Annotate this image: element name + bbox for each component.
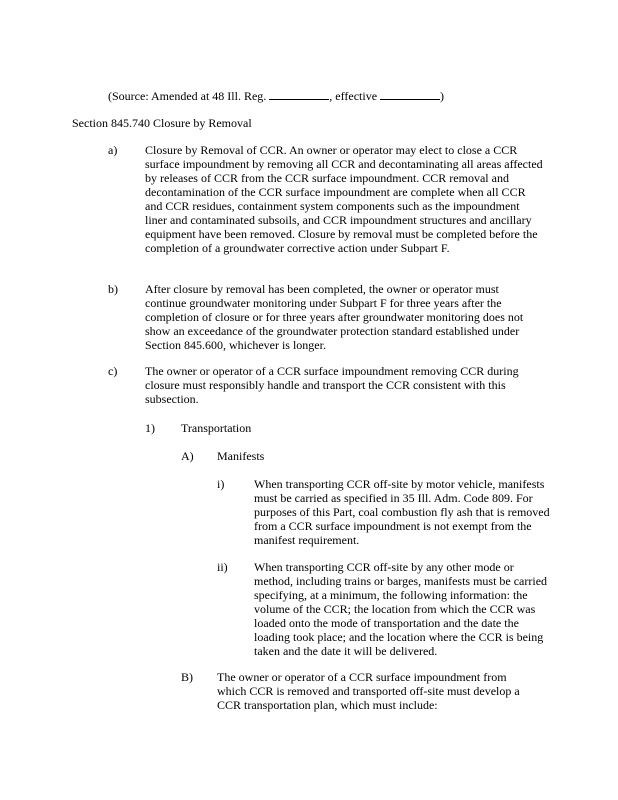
source-note-prefix: (Source: Amended at 48 Ill. Reg. <box>108 89 270 103</box>
source-note-blank-reg <box>269 88 329 100</box>
item-B-label: B) <box>181 670 193 684</box>
subsection-b-label: b) <box>108 282 118 296</box>
subsection-a-label: a) <box>108 143 118 157</box>
item-ii-text: When transporting CCR off-site by any other mode or method, including trains or barges, manifests must be carried specifying, at a minimum, the following information: the volume of the CCR; the location from which the CCR was loaded onto the mode of transportation and the date the loading took place; and the location where the CCR is being taken and the date it will be delivered. <box>254 560 548 658</box>
subsection-c-text: The owner or operator of a CCR surface impoundment removing CCR during closure must responsibly handle and transport the CCR consistent with this subsection. <box>145 364 519 406</box>
source-note <box>108 88 528 103</box>
section-heading: Section 845.740 Closure by Removal <box>72 116 252 130</box>
item-i-label: i) <box>217 477 225 491</box>
item-i-text: When transporting CCR off-site by motor vehicle, manifests must be carried as specified in 35 Ill. Adm. Code 809. For purposes of this Part, coal combustion fly ash that is removed from a CCR surface impoundment is not exempt from the manifest requirement. <box>254 477 550 547</box>
item-A-text: Manifests <box>217 449 265 463</box>
item-A-label: A) <box>181 449 194 463</box>
item-1-label: 1) <box>145 421 155 435</box>
source-note-middle: , effective <box>329 89 381 103</box>
subsection-b-text: After closure by removal has been completed, the owner or operator must continue groundwater monitoring under Subpart F for three years after the completion of closure or for three years after groundwater monitoring does not show an exceedance of the groundwater protection standard established under Section 845.600, whichever is longer. <box>145 282 524 352</box>
source-note-blank-effective <box>380 88 440 100</box>
item-B-text: The owner or operator of a CCR surface impoundment from which CCR is removed and transported off-site must develop a CCR transportation plan, which must include: <box>217 670 520 712</box>
subsection-c-label: c) <box>108 364 118 378</box>
item-1-text: Transportation <box>181 421 252 435</box>
source-note-suffix: ) <box>440 89 445 103</box>
subsection-a-text: Closure by Removal of CCR. An owner or operator may elect to close a CCR surface impoundment by removing all CCR and decontaminating all areas affected by releases of CCR from the CCR surface impoundment. CCR removal and decontamination of the CCR surface impoundment are complete when all CCR and CCR residues, containment system components such as the impoundment liner and contaminated subsoils, and CCR impoundment structures and ancillary equipment have been removed. Closure by removal must be completed before the completion of a groundwater corrective action under Subpart F. <box>145 143 543 255</box>
item-ii-label: ii) <box>217 560 228 574</box>
